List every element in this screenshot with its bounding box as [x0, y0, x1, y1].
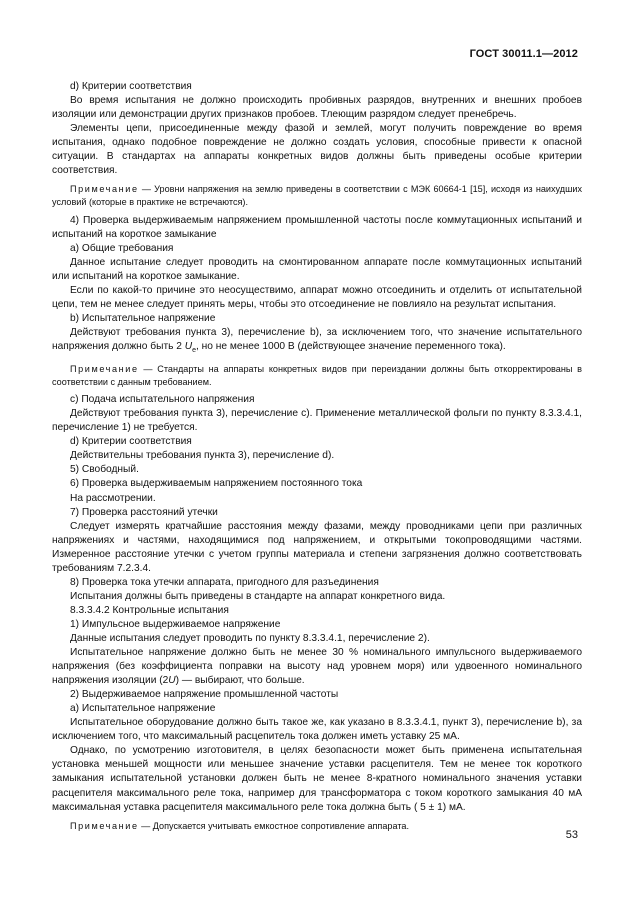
- body-paragraph: 6) Проверка выдерживаемым напряжением постоянного тока: [70, 478, 363, 490]
- body-paragraph: d) Критерии соответствия: [70, 436, 192, 448]
- body-paragraph: 7) Проверка расстояний утечки: [70, 506, 218, 518]
- body-paragraph: На рассмотрении.: [70, 492, 156, 504]
- body-paragraph: Однако, по усмотрению изготовителя, в целях безопасности может быть применена испытательная установка меньшей мощности или меньшее значение уставки расцепителя. Тем не менее ток короткого замыкания испытательной установки должен быть не менее 8-кратного номинального значения уставки расцепителя максимального реле тока, например для трансформатора с током короткого замыкания 40 мА максимальная уставка расцепителя максимального реле тока должна быть ( 5 ± 1) мА.: [52, 745, 582, 813]
- body-paragraph: Во время испытания не должно происходить пробивных разрядов, внутренних и внешних пробоев изоляции или демонстрации других признаков пробоев. Тлеющим разрядом следует пренебречь.: [52, 95, 582, 121]
- body-paragraph: Действуют требования пункта 3), перечисление c). Применение металлической фольги по пункту 8.3.3.4.1, перечисление 1) не требуется.: [52, 408, 582, 434]
- body-paragraph: a) Общие требования: [70, 242, 174, 254]
- body-paragraph: [52, 646, 582, 688]
- standard-header: ГОСТ 30011.1—2012: [469, 48, 578, 60]
- paragraph-text: Испытательное напряжение должно быть не менее 30 % номинального импульсного выдерживаемого напряжения (без коэффициента поправки на высоту над уровнем моря) или удвоенного номинального напряжения изоляции (2: [52, 647, 582, 687]
- note-text: Допускается учитывать емкостное сопротивление аппарата.: [152, 820, 409, 831]
- body-paragraph: c) Подача испытательного напряжения: [70, 394, 255, 406]
- body-paragraph: Данное испытание следует проводить на смонтированном аппарате после коммутационных испытаний или испытаний на короткое замыкание.: [52, 256, 582, 282]
- formula-variable: U: [184, 340, 193, 352]
- note-separator: —: [138, 184, 155, 195]
- note-paragraph: [52, 820, 582, 833]
- body-paragraph: d) Критерии соответствия: [70, 81, 192, 92]
- formula-variable: U: [168, 675, 176, 687]
- note-label: Примечание: [70, 820, 139, 831]
- paragraph-text-after: , но не менее 1000 В (действующее значение переменного тока).: [196, 340, 506, 352]
- note-text: Стандарты на аппараты конкретных видов при переиздании должны быть откорректированы в соответствии с данным требованием.: [52, 364, 582, 387]
- body-paragraph: 4) Проверка выдерживаемым напряжением промышленной частоты после коммутационных испытаний и испытаний на короткое замыкание: [52, 214, 582, 240]
- note-label: Примечание: [70, 364, 139, 375]
- formula-subscript: e: [192, 346, 197, 354]
- note-paragraph: [52, 183, 582, 208]
- body-paragraph: 8) Проверка тока утечки аппарата, пригодного для разъединения: [70, 576, 379, 588]
- body-paragraph: b) Испытательное напряжение: [70, 312, 216, 324]
- note-label: Примечание: [70, 184, 139, 195]
- body-paragraph: Действительны требования пункта 3), перечисление d).: [70, 450, 335, 462]
- body-paragraph: 2) Выдерживаемое напряжение промышленной частоты: [70, 689, 339, 701]
- body-paragraph: 5) Свободный.: [70, 464, 139, 476]
- note-separator: —: [138, 820, 153, 831]
- body-paragraph: Если по какой-то причине это неосуществимо, аппарат можно отсоединить и отделить от испытательной цепи, тем не менее следует принять меры, чтобы это отсоединение не повлияло на результат испытания.: [52, 284, 582, 310]
- body-paragraph: a) Испытательное напряжение: [70, 703, 216, 715]
- body-paragraph: 1) Импульсное выдерживаемое напряжение: [70, 618, 281, 630]
- body-paragraph: Элементы цепи, присоединенные между фазой и землей, могут получить повреждение во время испытания, однако подобное повреждение не должно создать условия, способные привести к опасной ситуации. В стандартах на аппараты конкретных видов должны быть приведены особые критерии соответствия.: [52, 123, 582, 177]
- note-separator: —: [138, 364, 158, 375]
- paragraph-text-after: ) — выбирают, что больше.: [175, 675, 305, 687]
- body-paragraph: Данные испытания следует проводить по пункту 8.3.3.4.1, перечисление 2).: [70, 633, 430, 644]
- document-body: [52, 80, 582, 837]
- body-paragraph: [52, 326, 582, 358]
- body-paragraph: Испытательное оборудование должно быть такое же, как указано в 8.3.3.4.1, пункт 3), перечисление b), за исключением того, что максимальный расцепитель тока должен иметь уставку 25 мА.: [52, 717, 582, 743]
- body-paragraph: Следует измерять кратчайшие расстояния между фазами, между проводниками цепи при различных напряжениях и частями, находящимися под напряжением, и открытыми токопроводящими частями. Измеренное расстояние утечки с учетом группы материала и степени загрязнения должно соответствовать требованиям 7.2.3.4.: [52, 520, 582, 574]
- body-paragraph: Испытания должны быть приведены в стандарте на аппарат конкретного вида.: [70, 590, 446, 602]
- page-number: 53: [565, 829, 578, 841]
- note-text: Уровни напряжения на землю приведены в соответствии с МЭК 60664-1 [15], исходя из наихудших условий (которые в практике не встречаются).: [52, 184, 582, 207]
- note-paragraph: [52, 363, 582, 388]
- paragraph-text: Действуют требования пункта 3), перечисление b), за исключением того, что значение испытательного напряжения должно быть 2: [52, 326, 582, 352]
- body-paragraph: 8.3.3.4.2 Контрольные испытания: [70, 604, 229, 616]
